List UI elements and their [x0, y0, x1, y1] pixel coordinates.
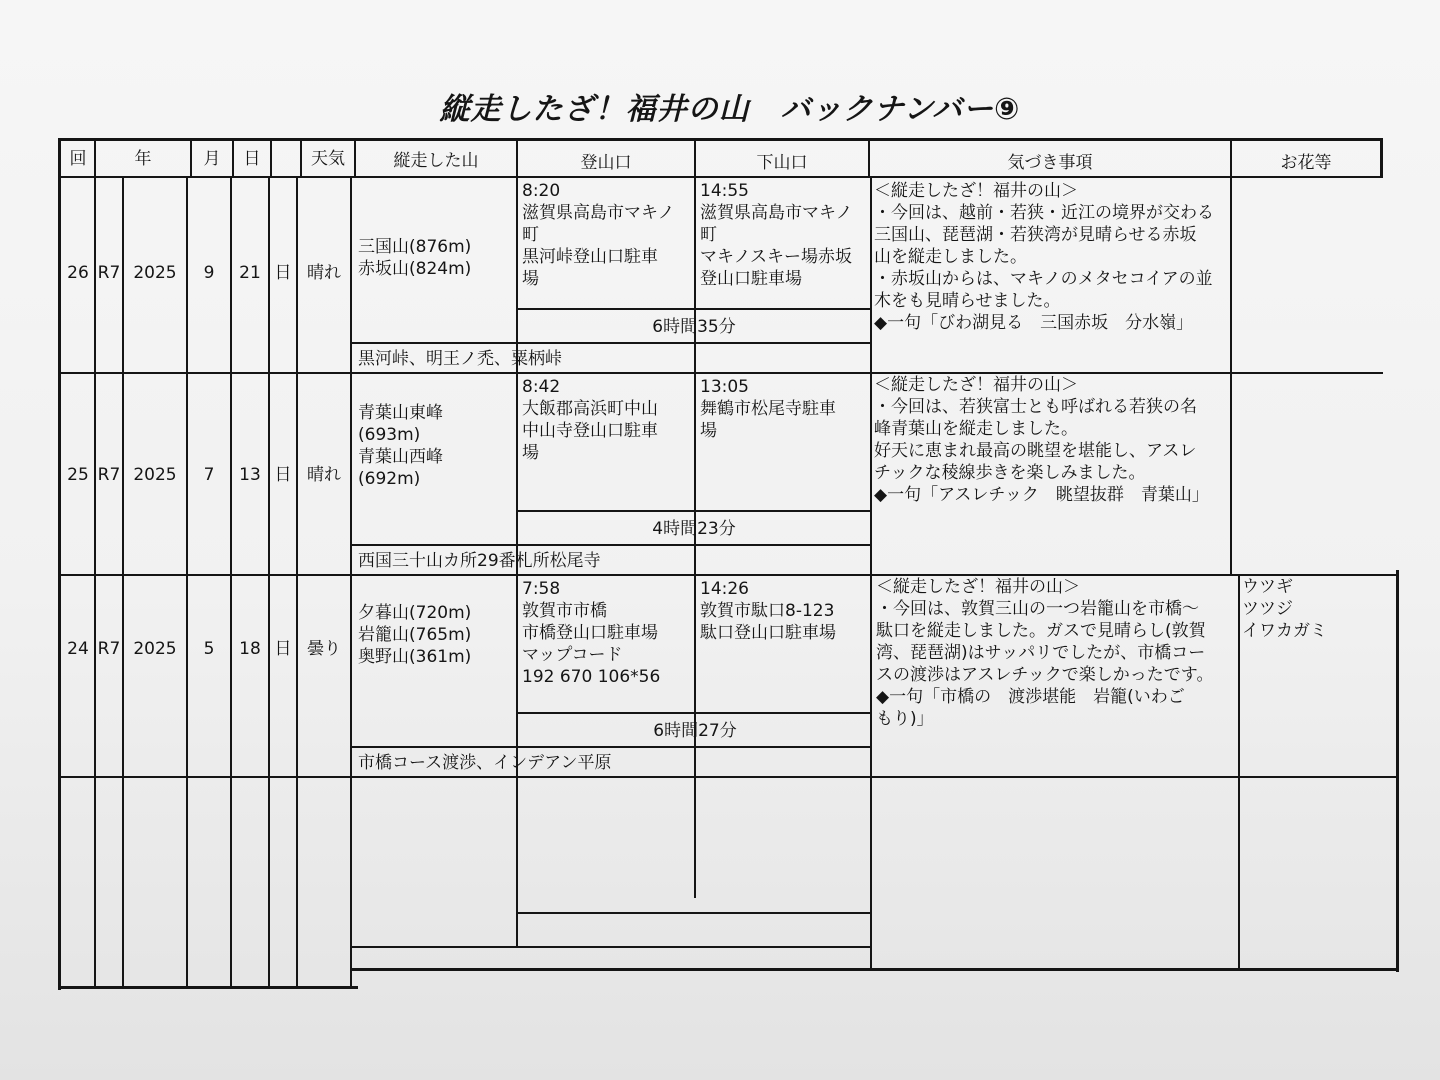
col-divider [870, 176, 872, 970]
row-divider [58, 776, 1398, 778]
page-title: 縦走したざ！福井の山 バックナンバー⑨ [439, 92, 1021, 127]
row-weekday: 日 [274, 465, 292, 485]
table-border-right-lower [1396, 570, 1399, 972]
col-divider [296, 176, 298, 988]
header-notes: 気づき事項 [1007, 153, 1093, 173]
row-year: 2025 [133, 263, 177, 283]
row-weather: 晴れ [307, 263, 341, 283]
header-day: 日 [243, 149, 261, 169]
sub-row-line [516, 912, 872, 914]
header-weather: 天気 [311, 149, 345, 169]
row-era: R7 [97, 465, 121, 485]
row-weather: 曇り [307, 639, 341, 659]
sub-row-line [516, 712, 872, 714]
row-date: 13 [239, 465, 261, 485]
row-weather: 晴れ [307, 465, 341, 485]
header-mountains: 縦走した山 [393, 151, 479, 171]
row-duration: 6時間35分 [652, 317, 736, 337]
table-border-top [58, 138, 1383, 141]
row-mountains: 夕暮山(720m) 岩籠山(765m) 奥野山(361m) [358, 603, 472, 667]
col-divider [268, 176, 270, 988]
row-year: 2025 [133, 465, 177, 485]
header-flowers: お花等 [1280, 153, 1332, 173]
row-mountains: 三国山(876m) 赤坂山(824m) [358, 237, 472, 279]
row-route: 西国三十山カ所29番札所松尾寺 [358, 551, 601, 571]
table-border-bottom [58, 986, 358, 989]
sub-row-line [516, 510, 870, 512]
sub-row-line [350, 544, 870, 546]
sub-row-line [350, 342, 870, 344]
row-end: 13:05 舞鶴市松尾寺駐車 場 [700, 377, 836, 441]
row-start: 8:20 滋賀県高島市マキノ 町 黒河峠登山口駐車 場 [522, 181, 675, 289]
row-era: R7 [97, 639, 121, 659]
row-end: 14:26 敦賀市駄口8-123 駄口登山口駐車場 [700, 579, 836, 643]
sub-row-line [350, 946, 872, 948]
row-weekday: 日 [274, 639, 292, 659]
row-kai: 24 [67, 639, 89, 659]
col-divider [1230, 176, 1232, 574]
header-kai: 回 [69, 149, 87, 169]
row-notes: ＜縦走したざ！福井の山＞ ・今回は、越前・若狭・近江の境界が交わる 三国山、琵琶湖・若狭湾が見晴らせる赤坂 山を縦走しました。 ・赤坂山からは、マキノのメタセコイアの並 木をも見晴らせました。 ◆一句「びわ湖見る 三国赤坂 分水嶺」 [874, 181, 1214, 333]
row-weekday: 日 [274, 263, 292, 283]
row-flowers: ウツギ ツツジ イワカガミ [1242, 577, 1327, 641]
row-year: 2025 [133, 639, 177, 659]
row-month: 9 [203, 263, 215, 283]
sub-row-line [350, 746, 872, 748]
col-divider [122, 176, 124, 988]
header-divider [58, 176, 1383, 178]
header-trailhead-end: 下山口 [756, 153, 808, 173]
row-route: 市橋コース渡渉、インデアン平原 [358, 753, 612, 773]
row-kai: 25 [67, 465, 89, 485]
row-month: 7 [203, 465, 215, 485]
table-border-right [1380, 138, 1383, 178]
row-mountains: 青葉山東峰 (693m) 青葉山西峰 (692m) [358, 403, 443, 489]
row-era: R7 [97, 263, 121, 283]
row-month: 5 [203, 639, 215, 659]
table-border-bottom-right [350, 968, 1399, 971]
col-divider [186, 176, 188, 988]
row-notes: ＜縦走したざ！福井の山＞ ・今回は、敦賀三山の一つ岩籠山を市橋～ 駄口を縦走しました。ガスで見晴らし(敦賀 湾、琵琶湖)はサッパリでしたが、市橋コー スの渡渉はアスレチックで楽しかったです。 ◆一句「市橋の 渡渉堪能 岩籠(いわご もり)」 [876, 577, 1214, 729]
row-notes: ＜縦走したざ！福井の山＞ ・今回は、若狭富士とも呼ばれる若狭の名 峰青葉山を縦走しました。 好天に恵まれ最高の眺望を堪能し、アスレ チックな稜線歩きを楽しみました。 ◆一句「アスレチック 眺望抜群 青葉山」 [874, 375, 1209, 505]
col-divider [270, 138, 272, 178]
row-start: 7:58 敦賀市市橋 市橋登山口駐車場 マップコード 192 670 106*56 [522, 579, 661, 687]
header-month: 月 [203, 149, 221, 169]
header-year: 年 [134, 149, 152, 169]
row-date: 18 [239, 639, 261, 659]
header-trailhead-start: 登山口 [580, 153, 632, 173]
row-date: 21 [239, 263, 261, 283]
row-duration: 6時間27分 [653, 721, 737, 741]
row-start: 8:42 大飯郡高浜町中山 中山寺登山口駐車 場 [522, 377, 658, 463]
row-duration: 4時間23分 [652, 519, 736, 539]
row-route: 黒河峠、明王ノ禿、粟柄峠 [358, 349, 562, 369]
row-kai: 26 [67, 263, 89, 283]
col-divider [350, 176, 352, 988]
row-end: 14:55 滋賀県高島市マキノ 町 マキノスキー場赤坂 登山口駐車場 [700, 181, 853, 289]
sub-row-line [516, 308, 870, 310]
col-divider [230, 176, 232, 988]
col-divider [1238, 574, 1240, 970]
